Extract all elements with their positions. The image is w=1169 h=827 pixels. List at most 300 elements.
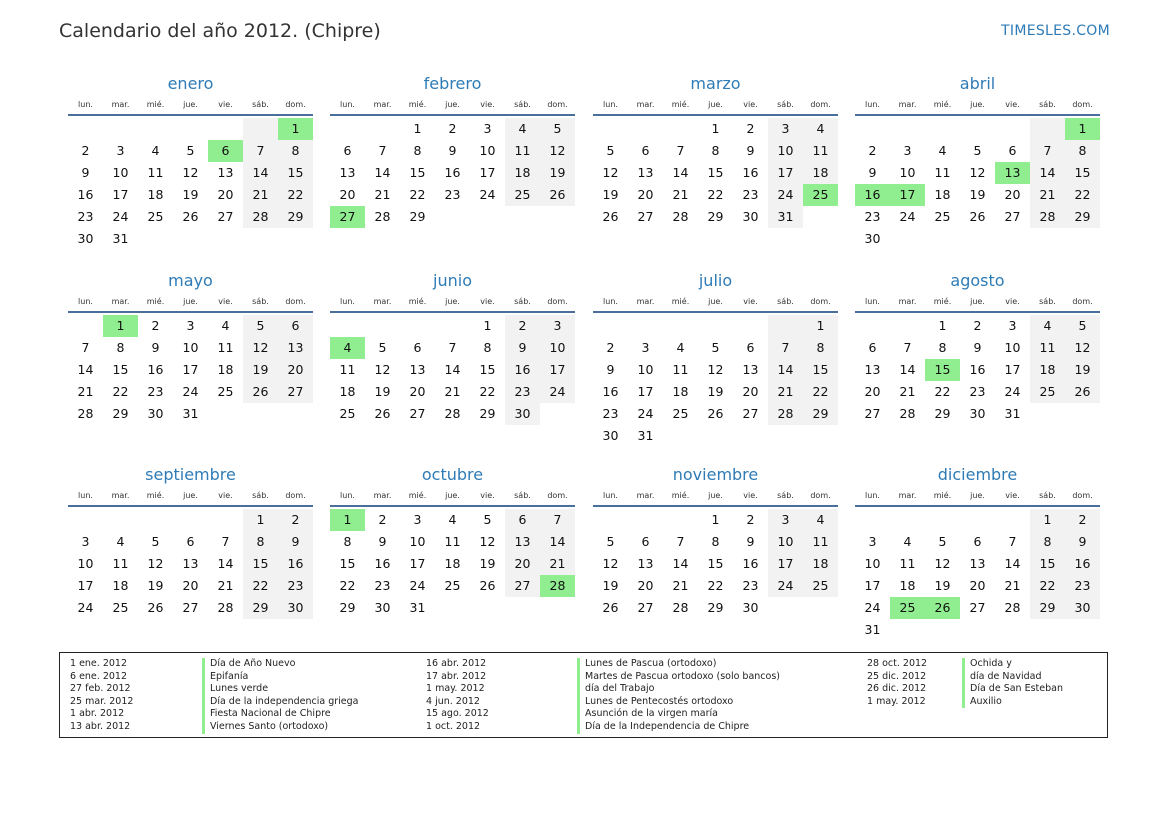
day-cell: 19 (969, 187, 986, 202)
day-cell: 3 (483, 121, 492, 136)
holiday-day-cell: 6 (208, 140, 243, 162)
week-row (68, 381, 313, 403)
week-row (330, 575, 575, 597)
weekend-day-cell: 4 (505, 118, 540, 140)
legend-holiday-name: Asunción de la virgen maría (577, 708, 780, 721)
day-cell: 12 (374, 362, 391, 377)
empty-cell (663, 118, 698, 140)
month-diciembre (855, 463, 1100, 641)
month-name: diciembre (937, 465, 1018, 484)
weekday-label: mar. (111, 297, 130, 306)
day-cell: 14 (899, 362, 916, 377)
day-cell: 17 (864, 578, 881, 593)
day-cell: 11 (444, 534, 461, 549)
legend-date: 1 ene. 2012 (70, 658, 127, 669)
empty-cell (365, 118, 400, 140)
weekday-header (68, 487, 313, 505)
week-row (68, 575, 313, 597)
day-cell: 20 (969, 578, 986, 593)
weekend-day-cell: 26 (243, 381, 278, 403)
week-row (593, 184, 838, 206)
weekday-label: dom. (810, 297, 831, 306)
day-cell: 15 (707, 556, 724, 571)
weekend-day-cell: 21 (540, 553, 575, 575)
empty-cell (365, 315, 400, 337)
day-cell: 28 (217, 600, 234, 615)
week-row (330, 597, 575, 619)
day-cell: 13 (339, 165, 356, 180)
weekend-day-cell: 27 (505, 575, 540, 597)
week-row (68, 118, 313, 140)
weekday-header (855, 293, 1100, 311)
day-cell: 16 (147, 362, 164, 377)
day-cell: 20 (637, 578, 654, 593)
weekend-day-cell: 30 (1065, 597, 1100, 619)
weekday-label: dom. (285, 297, 306, 306)
empty-cell (803, 425, 838, 447)
day-cell: 29 (707, 209, 724, 224)
day-cell: 27 (637, 209, 654, 224)
weekday-label: dom. (810, 491, 831, 500)
empty-cell (593, 315, 628, 337)
weekday-header (855, 96, 1100, 114)
day-cell: 5 (973, 143, 982, 158)
weekday-label: vie. (1005, 297, 1020, 306)
weekday-label: vie. (743, 100, 758, 109)
legend-date: 26 dic. 2012 (867, 683, 927, 695)
day-cell: 8 (711, 143, 720, 158)
day-cell: 3 (186, 318, 195, 333)
day-cell: 19 (147, 578, 164, 593)
day-cell: 20 (182, 578, 199, 593)
legend-date: 25 dic. 2012 (867, 670, 927, 682)
day-cell: 26 (182, 209, 199, 224)
weekday-label: jue. (445, 297, 460, 306)
weekday-header (593, 487, 838, 505)
day-cell: 23 (864, 209, 881, 224)
day-cell: 25 (339, 406, 356, 421)
weekend-day-cell: 5 (540, 118, 575, 140)
day-cell: 13 (217, 165, 234, 180)
day-cell: 11 (217, 340, 234, 355)
day-cell: 9 (973, 340, 982, 355)
weekend-day-cell: 28 (768, 403, 803, 425)
month-name: abril (959, 74, 996, 93)
weekday-label: mié. (146, 491, 165, 500)
day-cell: 7 (1008, 534, 1017, 549)
weekday-label: mié. (671, 491, 690, 500)
day-cell: 15 (339, 556, 356, 571)
day-cell: 27 (637, 600, 654, 615)
weekend-day-cell: 2 (1065, 509, 1100, 531)
weekday-label: mar. (373, 297, 392, 306)
header-rule (330, 505, 575, 507)
holiday-day-cell: 1 (103, 315, 138, 337)
day-cell: 1 (413, 121, 422, 136)
day-cell: 4 (151, 143, 160, 158)
brand-logo[interactable]: TIMESLES.COM (1001, 23, 1110, 39)
month-marzo (593, 72, 838, 228)
weekend-day-cell: 9 (1065, 531, 1100, 553)
weekend-day-cell: 25 (803, 575, 838, 597)
weekday-header (593, 96, 838, 114)
weekday-label: vie. (743, 491, 758, 500)
empty-cell (995, 619, 1030, 641)
weekend-day-cell: 22 (803, 381, 838, 403)
day-cell: 15 (409, 165, 426, 180)
weekday-label: vie. (480, 491, 495, 500)
empty-cell (138, 509, 173, 531)
day-cell: 28 (899, 406, 916, 421)
day-cell: 29 (934, 406, 951, 421)
day-cell: 6 (746, 340, 755, 355)
day-cell: 26 (969, 209, 986, 224)
weekend-day-cell: 12 (1065, 337, 1100, 359)
day-cell: 6 (641, 143, 650, 158)
empty-cell (663, 315, 698, 337)
day-cell: 29 (707, 600, 724, 615)
weekday-label: jue. (970, 491, 985, 500)
empty-cell (540, 403, 575, 425)
day-cell: 13 (742, 362, 759, 377)
weekend-day-cell: 29 (243, 597, 278, 619)
weekend-day-cell: 23 (278, 575, 313, 597)
weekday-label: vie. (218, 100, 233, 109)
day-cell: 1 (711, 121, 720, 136)
day-cell: 4 (221, 318, 230, 333)
day-cell: 24 (1004, 384, 1021, 399)
weekend-day-cell: 8 (1030, 531, 1065, 553)
empty-cell (1030, 118, 1065, 140)
day-cell: 19 (182, 187, 199, 202)
week-row (330, 553, 575, 575)
weekend-day-cell: 16 (278, 553, 313, 575)
week-row (593, 403, 838, 425)
day-cell: 31 (182, 406, 199, 421)
day-cell: 27 (742, 406, 759, 421)
empty-cell (138, 118, 173, 140)
weekday-header (68, 96, 313, 114)
week-row (330, 337, 575, 359)
legend-holiday-name: Lunes verde (202, 683, 358, 696)
day-cell: 30 (77, 231, 94, 246)
day-cell: 24 (112, 209, 129, 224)
empty-cell (960, 118, 995, 140)
day-cell: 14 (217, 556, 234, 571)
month-junio (330, 269, 575, 425)
day-cell: 5 (606, 534, 615, 549)
weekend-day-cell: 19 (243, 359, 278, 381)
legend-holiday-name: Martes de Pascua ortodoxo (solo bancos) (577, 671, 780, 684)
weekend-day-cell: 28 (1030, 206, 1065, 228)
week-row (330, 184, 575, 206)
day-cell: 12 (707, 362, 724, 377)
day-cell: 17 (409, 556, 426, 571)
weekend-day-cell: 26 (1065, 381, 1100, 403)
month-abril (855, 72, 1100, 250)
weekend-day-cell: 7 (768, 337, 803, 359)
header-rule (593, 114, 838, 116)
weekend-day-cell: 1 (243, 509, 278, 531)
day-cell: 25 (672, 406, 689, 421)
week-row (855, 531, 1100, 553)
empty-cell (925, 509, 960, 531)
day-cell: 12 (969, 165, 986, 180)
weekday-label: mar. (898, 100, 917, 109)
weekend-day-cell: 15 (803, 359, 838, 381)
legend-holiday-name: Día de San Esteban (962, 683, 1063, 696)
empty-cell (890, 315, 925, 337)
day-cell: 25 (444, 578, 461, 593)
day-cell: 3 (868, 534, 877, 549)
day-cell: 9 (448, 143, 457, 158)
legend-date: 17 abr. 2012 (426, 670, 487, 682)
weekday-label: sáb. (252, 297, 269, 306)
empty-cell (663, 509, 698, 531)
weekday-label: lun. (78, 491, 93, 500)
weekday-label: dom. (547, 100, 568, 109)
weekday-label: jue. (183, 491, 198, 500)
day-cell: 10 (479, 143, 496, 158)
legend-date: 13 abr. 2012 (70, 720, 131, 732)
empty-cell (278, 228, 313, 250)
day-cell: 31 (112, 231, 129, 246)
weekday-label: mié. (408, 297, 427, 306)
weekday-label: jue. (708, 100, 723, 109)
empty-cell (663, 425, 698, 447)
day-cell: 6 (343, 143, 352, 158)
empty-cell (768, 425, 803, 447)
legend-holiday-name: Día de Año Nuevo (202, 658, 358, 671)
week-row (855, 509, 1100, 531)
weekend-day-cell: 18 (1030, 359, 1065, 381)
month-name: junio (433, 271, 472, 290)
week-row (593, 162, 838, 184)
holiday-day-cell: 25 (890, 597, 925, 619)
weekend-day-cell: 29 (278, 206, 313, 228)
day-cell: 2 (378, 512, 387, 527)
week-row (855, 206, 1100, 228)
day-cell: 5 (378, 340, 387, 355)
day-cell: 26 (479, 578, 496, 593)
weekday-label: vie. (1005, 100, 1020, 109)
day-cell: 13 (637, 165, 654, 180)
weekend-day-cell: 17 (540, 359, 575, 381)
month-name: enero (167, 74, 214, 93)
weekend-day-cell: 10 (540, 337, 575, 359)
day-cell: 25 (147, 209, 164, 224)
week-row (68, 184, 313, 206)
empty-cell (628, 509, 663, 531)
empty-cell (208, 509, 243, 531)
day-cell: 21 (1004, 578, 1021, 593)
day-cell: 29 (409, 209, 426, 224)
day-cell: 31 (637, 428, 654, 443)
day-cell: 3 (116, 143, 125, 158)
week-row (593, 597, 838, 619)
header-rule (330, 311, 575, 313)
day-cell: 8 (483, 340, 492, 355)
day-cell: 21 (672, 187, 689, 202)
weekend-day-cell: 14 (540, 531, 575, 553)
weekday-header (593, 293, 838, 311)
weekend-day-cell: 3 (768, 509, 803, 531)
week-row (330, 315, 575, 337)
week-row (593, 140, 838, 162)
day-cell: 24 (864, 600, 881, 615)
day-cell: 27 (969, 600, 986, 615)
day-cell: 26 (602, 600, 619, 615)
day-cell: 5 (606, 143, 615, 158)
day-cell: 9 (378, 534, 387, 549)
weekend-day-cell: 7 (243, 140, 278, 162)
week-row (593, 425, 838, 447)
week-row (855, 184, 1100, 206)
week-row (330, 359, 575, 381)
empty-cell (103, 118, 138, 140)
day-cell: 26 (707, 406, 724, 421)
empty-cell (540, 206, 575, 228)
day-cell: 12 (602, 556, 619, 571)
day-cell: 11 (899, 556, 916, 571)
empty-cell (103, 509, 138, 531)
weekday-label: mar. (636, 491, 655, 500)
day-cell: 31 (864, 622, 881, 637)
weekday-label: vie. (480, 100, 495, 109)
empty-cell (698, 315, 733, 337)
empty-cell (995, 228, 1030, 250)
day-cell: 6 (641, 534, 650, 549)
weekend-day-cell: 24 (768, 575, 803, 597)
weekday-label: vie. (743, 297, 758, 306)
weekend-day-cell: 7 (1030, 140, 1065, 162)
empty-cell (593, 118, 628, 140)
week-row (68, 162, 313, 184)
weekend-day-cell: 29 (1030, 597, 1065, 619)
weekend-day-cell: 21 (1030, 184, 1065, 206)
weekday-label: dom. (810, 100, 831, 109)
day-cell: 26 (147, 600, 164, 615)
empty-cell (768, 315, 803, 337)
empty-cell (960, 509, 995, 531)
week-row (330, 509, 575, 531)
day-cell: 29 (339, 600, 356, 615)
day-cell: 17 (182, 362, 199, 377)
weekend-day-cell: 8 (278, 140, 313, 162)
legend-holiday-name: Día de la independencia griega (202, 696, 358, 709)
weekend-day-cell: 23 (1065, 575, 1100, 597)
day-cell: 9 (151, 340, 160, 355)
page-title: Calendario del año 2012. (Chipre) (59, 20, 381, 42)
holiday-day-cell: 28 (540, 575, 575, 597)
week-row (855, 162, 1100, 184)
weekend-day-cell: 8 (243, 531, 278, 553)
weekend-day-cell: 4 (803, 118, 838, 140)
day-cell: 10 (899, 165, 916, 180)
empty-cell (435, 206, 470, 228)
weekend-day-cell: 4 (803, 509, 838, 531)
day-cell: 27 (864, 406, 881, 421)
day-cell: 12 (182, 165, 199, 180)
day-cell: 13 (637, 556, 654, 571)
empty-cell (208, 228, 243, 250)
empty-cell (173, 228, 208, 250)
weekend-day-cell: 1 (1030, 509, 1065, 531)
legend-holiday-name: Viernes Santo (ortodoxo) (202, 721, 358, 734)
week-row (855, 619, 1100, 641)
day-cell: 26 (602, 209, 619, 224)
day-cell: 24 (479, 187, 496, 202)
weekday-label: lun. (340, 100, 355, 109)
day-cell: 22 (409, 187, 426, 202)
empty-cell (278, 403, 313, 425)
day-cell: 5 (151, 534, 160, 549)
empty-cell (733, 425, 768, 447)
weekend-day-cell: 30 (278, 597, 313, 619)
month-name: marzo (690, 74, 741, 93)
day-cell: 28 (374, 209, 391, 224)
day-cell: 25 (112, 600, 129, 615)
day-cell: 21 (374, 187, 391, 202)
weekday-label: sáb. (252, 491, 269, 500)
week-row (330, 381, 575, 403)
day-cell: 10 (77, 556, 94, 571)
empty-cell (1065, 403, 1100, 425)
header-rule (593, 311, 838, 313)
legend-date: 1 oct. 2012 (426, 720, 481, 732)
weekend-day-cell: 29 (803, 403, 838, 425)
day-cell: 4 (116, 534, 125, 549)
header-rule (68, 311, 313, 313)
day-cell: 3 (1008, 318, 1017, 333)
empty-cell (208, 403, 243, 425)
weekend-day-cell: 21 (243, 184, 278, 206)
weekday-label: dom. (547, 491, 568, 500)
empty-cell (803, 206, 838, 228)
weekend-day-cell: 22 (1065, 184, 1100, 206)
empty-cell (400, 315, 435, 337)
weekday-label: mar. (636, 297, 655, 306)
day-cell: 30 (742, 600, 759, 615)
weekday-label: jue. (183, 100, 198, 109)
day-cell: 8 (116, 340, 125, 355)
day-cell: 8 (413, 143, 422, 158)
day-cell: 13 (182, 556, 199, 571)
empty-cell (925, 619, 960, 641)
weekday-label: mar. (111, 491, 130, 500)
weekend-day-cell: 27 (278, 381, 313, 403)
legend-holiday-name: Fiesta Nacional de Chipre (202, 708, 358, 721)
day-cell: 12 (479, 534, 496, 549)
weekday-label: sáb. (777, 491, 794, 500)
weekday-label: sáb. (1039, 491, 1056, 500)
empty-cell (593, 509, 628, 531)
day-cell: 22 (707, 187, 724, 202)
weekend-day-cell: 13 (278, 337, 313, 359)
day-cell: 28 (672, 209, 689, 224)
legend-date: 6 ene. 2012 (70, 670, 127, 682)
weekend-day-cell: 16 (505, 359, 540, 381)
day-cell: 22 (339, 578, 356, 593)
week-row (593, 337, 838, 359)
weekday-label: jue. (708, 297, 723, 306)
day-cell: 18 (444, 556, 461, 571)
day-cell: 13 (969, 556, 986, 571)
legend-holiday-name: Día de la Independencia de Chipre (577, 721, 780, 734)
week-row (593, 359, 838, 381)
weekend-day-cell: 21 (768, 381, 803, 403)
weekday-label: vie. (1005, 491, 1020, 500)
